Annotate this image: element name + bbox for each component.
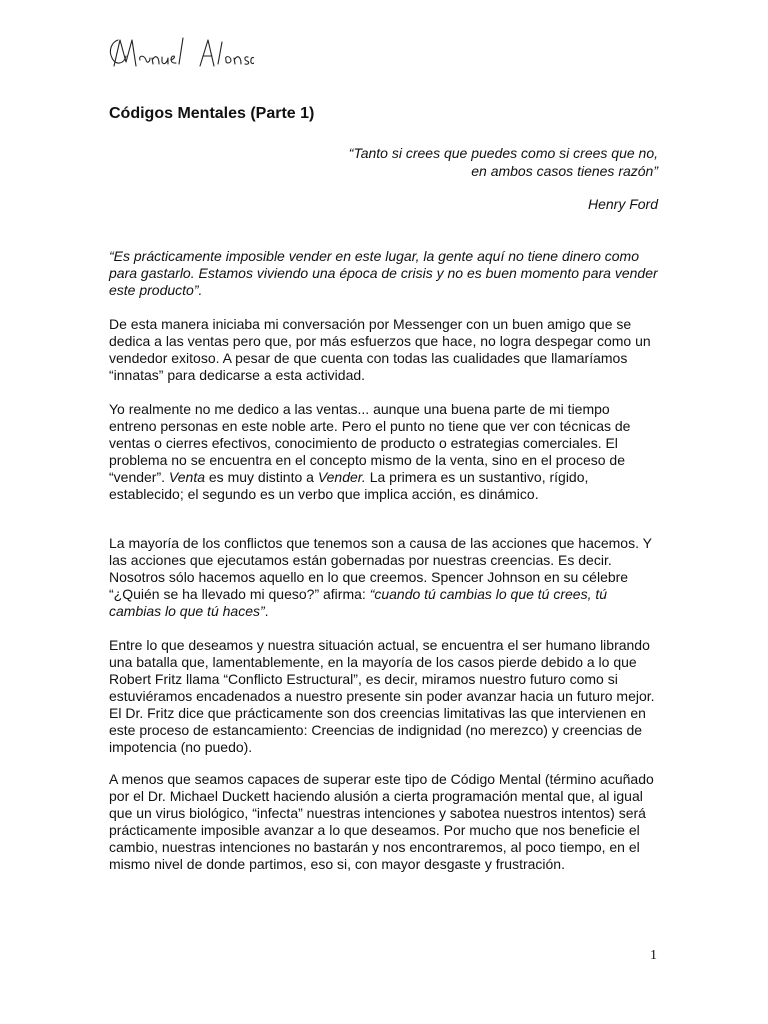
emphasis-venta: Venta — [168, 469, 205, 485]
spencer-johnson-quote: “cuando tú cambias lo que tú crees, tú cambias lo que tú haces” — [109, 586, 608, 619]
paragraph-mental-code: A menos que seamos capaces de superar este tipo de Código Mental (término acuñado por el Dr. Michael Duckett haciendo alusión a cierta programación mental que, al igual que un virus biológico, “infecta” nuestras intenciones y sabotea nuestros intentos) será prácticamente imposible avanzar a lo que deseamos. Por mucho que nos beneficie el cambio, nuestras intenciones no bastarán y nos encontraremos, al poco tiempo, en el mismo nivel de donde partimos, eso si, con mayor desgaste y frustración. — [109, 771, 654, 872]
paragraph-text: La primera es un sustantivo, rígido, establecido; el segundo es un verbo que implica acción, es dinámico. — [109, 469, 589, 502]
paragraph-text: . — [264, 603, 269, 619]
page-number: 1 — [650, 948, 657, 963]
opening-quote-paragraph: “Es prácticamente imposible vender en este lugar, la gente aquí no tiene dinero como para gastarlo. Estamos viviendo una época de crisis y no es buen momento para vender este producto”. — [109, 248, 658, 298]
epigraph-quote — [238, 144, 658, 180]
paragraph-text: Yo realmente no me dedico a las ventas... aunque una buena parte de mi tiempo entreno personas en este noble arte. Pero el punto no tiene que ver con técnicas de ventas o cierres efectivos, conocimiento de producto o estrategias comerciales. El problema no se encuentra en el concepto mismo de la venta, sino en el proceso de “vender”. — [109, 401, 631, 485]
document-title: Códigos Mentales (Parte 1) — [109, 105, 315, 122]
paragraph-venta-vs-vender — [109, 401, 661, 503]
paragraph-text: La mayoría de los conflictos que tenemos son a causa de las acciones que hacemos. Y las acciones que ejecutamos están gobernadas por nuestras creencias. Es decir. Nosotros sólo hacemos aquello en lo que creemos. Spencer Johnson en su célebre “¿Quién se ha llevado mi queso?” afirma: — [109, 535, 652, 602]
paragraph-messenger-conversation: De esta manera iniciaba mi conversación por Messenger con un buen amigo que se dedica a las ventas pero que, por más esfuerzos que hace, no logra despegar como un vendedor exitoso. A pesar de que cuenta con todas las cualidades que llamaríamos “innatas” para dedicarse a esta actividad. — [109, 316, 651, 383]
paragraph-text: es muy distinto a — [205, 469, 318, 485]
epigraph-author: Henry Ford — [587, 196, 658, 212]
paragraph-conflicts-beliefs — [109, 535, 661, 620]
emphasis-vender: Vender. — [317, 469, 366, 485]
author-signature — [104, 28, 254, 80]
paragraph-structural-conflict: Entre lo que deseamos y nuestra situación actual, se encuentra el ser humano librando una batalla que, lamentablemente, en la mayoría de los casos pierde debido a lo que Robert Fritz llama “Conflicto Estructural”, es decir, miramos nuestro futuro como si estuviéramos encadenados a nuestro presente sin poder avanzar hacia un futuro mejor. El Dr. Fritz dice que prácticamente son dos creencias limitativas las que intervienen en este proceso de estancamiento: Creencias de indignidad (no merezco) y creencias de impotencia (no puedo). — [109, 637, 655, 755]
epigraph-line-2: en ambos casos tienes razón” — [471, 163, 658, 179]
epigraph-line-1: “Tanto si crees que puedes como si crees que no, — [348, 145, 658, 161]
